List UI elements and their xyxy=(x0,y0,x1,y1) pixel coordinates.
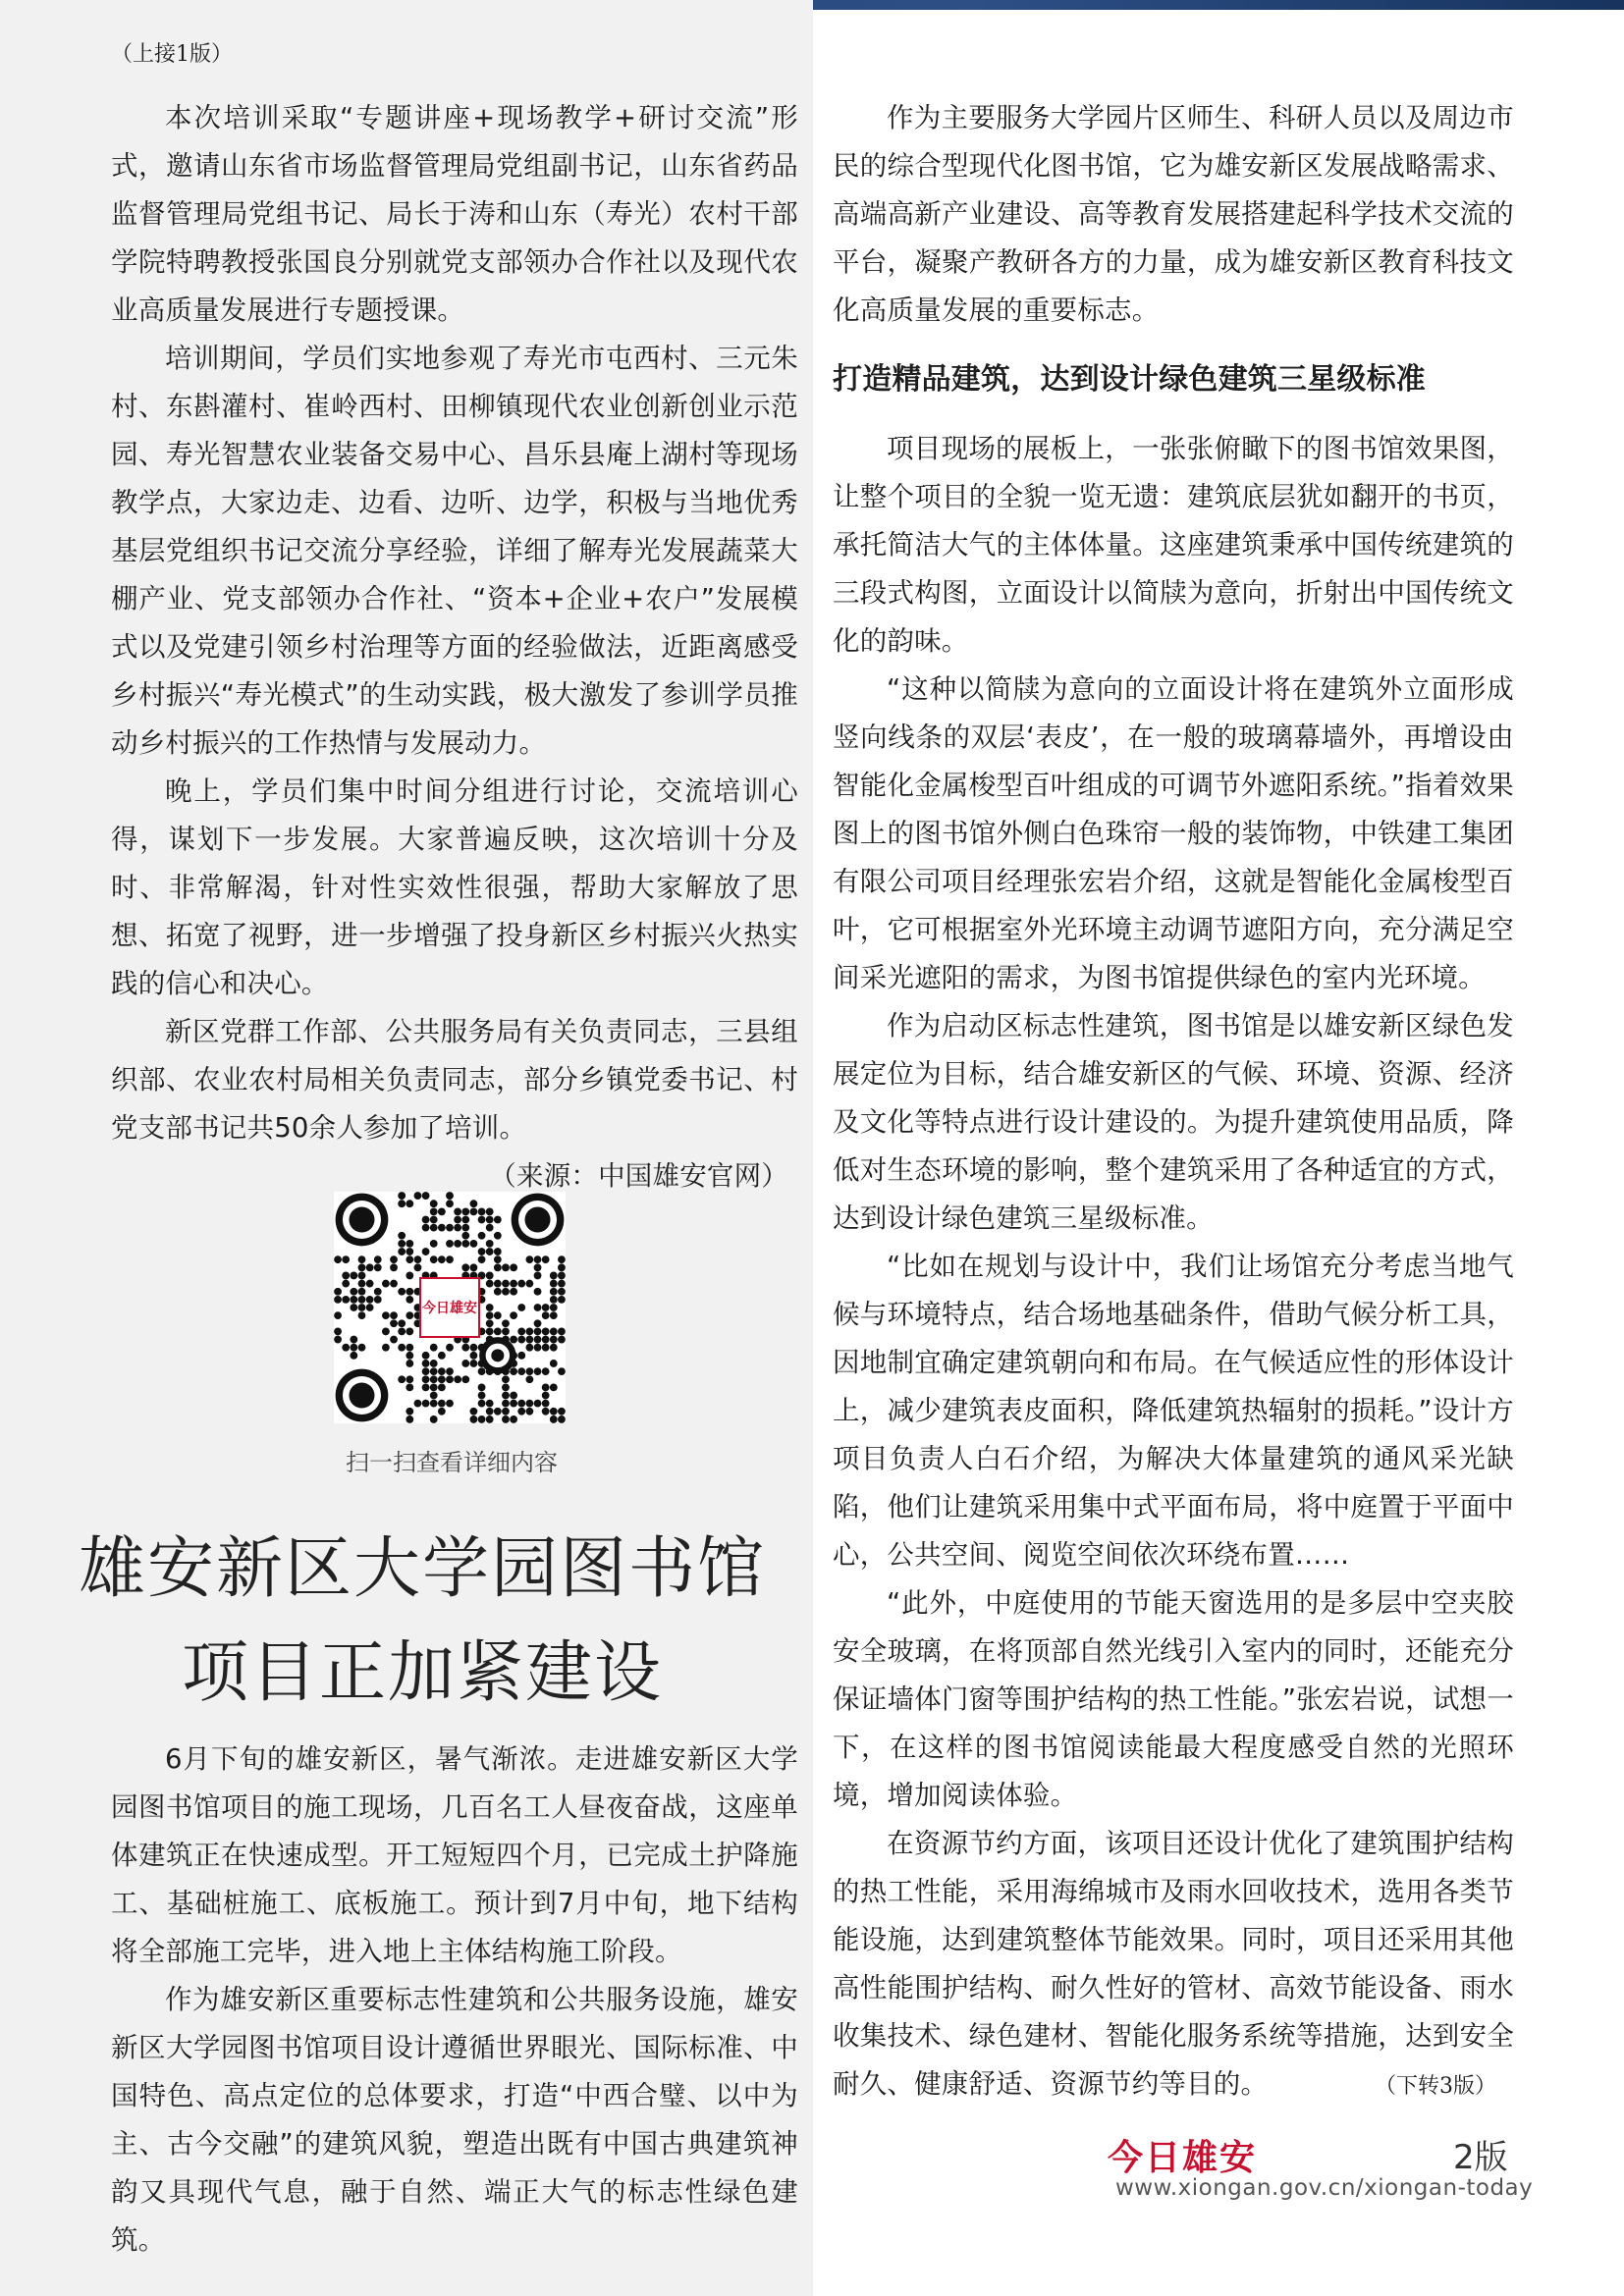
qr-dot xyxy=(461,1263,469,1271)
qr-dot xyxy=(502,1375,510,1383)
qr-dot xyxy=(461,1232,469,1240)
qr-dot xyxy=(406,1352,413,1360)
qr-dot xyxy=(430,1392,438,1400)
qr-dot xyxy=(382,1328,390,1336)
qr-dot xyxy=(438,1383,446,1391)
left-column-text xyxy=(111,94,798,1201)
article-text-left xyxy=(111,1735,798,2265)
qr-dot xyxy=(486,1216,494,1224)
qr-dot xyxy=(558,1280,566,1288)
qr-dot xyxy=(486,1319,494,1327)
qr-dot xyxy=(414,1192,422,1200)
qr-dot xyxy=(334,1328,342,1336)
qr-dot xyxy=(558,1415,566,1423)
qr-dot xyxy=(446,1255,454,1263)
paragraph: 作为主要服务大学园片区师生、科研人员以及周边市民的综合型现代化图书馆，它为雄安新区发展战略需求、高端高新产业建设、高等教育发展搭建起科学技术交流的平台，凝聚产教研各方的力量，成为雄安新区教育科技文化高质量发展的重要标志。 xyxy=(833,102,1514,326)
qr-dot xyxy=(534,1319,542,1327)
qr-dot xyxy=(398,1344,406,1352)
qr-code[interactable] xyxy=(334,1192,566,1423)
qr-dot xyxy=(406,1296,413,1304)
qr-dot xyxy=(358,1255,366,1263)
qr-dot xyxy=(534,1344,542,1352)
source-credit: （来源：中国雄安官网） xyxy=(489,1160,788,1192)
qr-dot xyxy=(470,1207,478,1215)
qr-dot xyxy=(542,1311,550,1319)
qr-dot xyxy=(494,1263,502,1271)
qr-dot xyxy=(342,1344,350,1352)
qr-dot xyxy=(517,1336,525,1344)
qr-dot xyxy=(558,1288,566,1296)
qr-dot xyxy=(438,1255,446,1263)
qr-dot xyxy=(502,1383,510,1391)
qr-dot xyxy=(438,1352,446,1360)
paragraph: 在资源节约方面，该项目还设计优化了建筑围护结构的热工性能，采用海绵城市及雨水回收技术，选用各类节能设施，达到建筑整体节能效果。同时，项目还采用其他高性能围护结构、耐久性好的管材、高效节能设备、雨水收集技术、绿色建材、智能化服务系统等措施，达到安全耐久、健康舒适、资源节约等目的。 xyxy=(833,1828,1514,2100)
qr-dot xyxy=(406,1255,413,1263)
qr-dot xyxy=(438,1408,446,1415)
qr-dot xyxy=(534,1304,542,1311)
qr-dot xyxy=(422,1360,430,1367)
qr-dot xyxy=(398,1232,406,1240)
qr-dot xyxy=(350,1296,357,1304)
qr-dot xyxy=(502,1400,510,1408)
qr-dot xyxy=(398,1192,406,1200)
qr-dot xyxy=(542,1383,550,1391)
qr-dot xyxy=(382,1344,390,1352)
qr-dot xyxy=(342,1280,350,1288)
qr-dot xyxy=(422,1383,430,1391)
qr-dot xyxy=(350,1288,357,1296)
qr-dot xyxy=(502,1288,510,1296)
qr-dot xyxy=(558,1367,566,1375)
qr-dot xyxy=(525,1328,533,1336)
qr-dot xyxy=(542,1367,550,1375)
qr-dot xyxy=(502,1408,510,1415)
qr-dot xyxy=(398,1288,406,1296)
qr-dot xyxy=(366,1296,374,1304)
qr-dot xyxy=(398,1200,406,1207)
continued-from-note: （上接1版） xyxy=(111,42,233,67)
qr-dot xyxy=(534,1328,542,1336)
qr-dot xyxy=(398,1319,406,1327)
qr-dot xyxy=(358,1280,366,1288)
qr-dot xyxy=(478,1232,486,1240)
qr-dot xyxy=(334,1296,342,1304)
qr-dot xyxy=(542,1328,550,1336)
qr-dot xyxy=(334,1336,342,1344)
qr-dot xyxy=(398,1240,406,1248)
qr-dot xyxy=(406,1344,413,1352)
qr-dot xyxy=(430,1400,438,1408)
qr-dot xyxy=(517,1408,525,1415)
qr-dot xyxy=(422,1375,430,1383)
qr-dot xyxy=(454,1240,461,1248)
headline-line-2: 项目正加紧建设 xyxy=(181,1634,663,1712)
qr-dot xyxy=(422,1192,430,1200)
qr-dot xyxy=(358,1304,366,1311)
qr-dot xyxy=(382,1280,390,1288)
qr-dot xyxy=(502,1328,510,1336)
qr-dot xyxy=(486,1415,494,1423)
qr-logo: 今日雄安 xyxy=(419,1277,480,1338)
qr-dot xyxy=(422,1224,430,1232)
qr-dot xyxy=(406,1328,413,1336)
qr-dot xyxy=(525,1336,533,1344)
qr-dot xyxy=(494,1248,502,1255)
qr-dot xyxy=(446,1367,454,1375)
qr-dot xyxy=(446,1224,454,1232)
qr-dot xyxy=(454,1375,461,1383)
qr-dot xyxy=(390,1336,398,1344)
qr-dot xyxy=(478,1383,486,1391)
qr-dot xyxy=(510,1336,517,1344)
qr-dot xyxy=(454,1207,461,1215)
qr-dot xyxy=(461,1216,469,1224)
qr-dot xyxy=(502,1263,510,1271)
qr-dot xyxy=(430,1255,438,1263)
qr-dot xyxy=(446,1400,454,1408)
qr-dot xyxy=(406,1311,413,1319)
paragraph: “这种以简牍为意向的立面设计将在建筑外立面形成竖向线条的双层‘表皮’，在一般的玻璃幕墙外，再增设由智能化金属梭型百叶组成的可调节外遮阳系统。”指着效果图上的图书馆外侧白色珠帘一般的装饰物，中铁建工集团有限公司项目经理张宏岩介绍，这就是智能化金属梭型百叶，它可根据室外光环境主动调节遮阳方向，充分满足空间采光遮阳的需求，为图书馆提供绿色的室内光环境。 xyxy=(833,673,1514,993)
qr-dot xyxy=(438,1400,446,1408)
qr-dot xyxy=(558,1272,566,1280)
qr-dot xyxy=(486,1248,494,1255)
qr-dot xyxy=(430,1207,438,1215)
paragraph: 新区党群工作部、公共服务局有关负责同志，三县组织部、农业农村局相关负责同志，部分乡镇党委书记、村党支部书记共50余人参加了培训。 xyxy=(111,1016,798,1144)
qr-dot xyxy=(486,1207,494,1215)
qr-dot xyxy=(446,1375,454,1383)
qr-dot xyxy=(390,1319,398,1327)
qr-dot xyxy=(510,1392,517,1400)
qr-dot xyxy=(558,1336,566,1344)
qr-dot xyxy=(350,1272,357,1280)
qr-dot xyxy=(550,1296,558,1304)
qr-dot xyxy=(486,1311,494,1319)
qr-dot xyxy=(542,1392,550,1400)
qr-dot xyxy=(510,1400,517,1408)
qr-dot xyxy=(550,1336,558,1344)
qr-dot xyxy=(558,1255,566,1263)
qr-dot xyxy=(461,1240,469,1248)
qr-dot xyxy=(438,1375,446,1383)
paragraph: 6月下旬的雄安新区，暑气渐浓。走进雄安新区大学园图书馆项目的施工现场，几百名工人昼夜奋战，这座单体建筑正在快速成型。开工短短四个月，已完成土护降施工、基础桩施工、底板施工。预计到7月中旬，地下结构将全部施工完毕，进入地上主体结构施工阶段。 xyxy=(111,1743,798,1967)
paragraph: 项目现场的展板上，一张张俯瞰下的图书馆效果图，让整个项目的全貌一览无遗：建筑底层犹如翻开的书页，承托简洁大气的主体体量。这座建筑秉承中国传统建筑的三段式构图，立面设计以简牍为意向，折射出中国传统文化的韵味。 xyxy=(833,433,1514,657)
qr-dot xyxy=(558,1263,566,1271)
qr-dot xyxy=(486,1408,494,1415)
qr-dot xyxy=(517,1280,525,1288)
qr-dot xyxy=(478,1255,486,1263)
paragraph: 作为雄安新区重要标志性建筑和公共服务设施，雄安新区大学园图书馆项目设计遵循世界眼光、国际标准、中国特色、高点定位的总体要求，打造“中西合璧、以中为主、古今交融”的建筑风貌，塑造出既有中国古典建筑神韵又具现代气息，融于自然、端正大气的标志性绿色建筑。 xyxy=(111,1984,798,2256)
qr-dot xyxy=(525,1255,533,1263)
qr-dot xyxy=(430,1383,438,1391)
qr-dot xyxy=(390,1255,398,1263)
qr-dot xyxy=(342,1272,350,1280)
qr-dot xyxy=(406,1248,413,1255)
qr-dot xyxy=(430,1415,438,1423)
qr-dot xyxy=(502,1392,510,1400)
qr-dot xyxy=(406,1360,413,1367)
qr-dot xyxy=(461,1207,469,1215)
qr-dot xyxy=(438,1224,446,1232)
qr-dot xyxy=(430,1344,438,1352)
qr-dot xyxy=(374,1255,382,1263)
qr-dot xyxy=(517,1400,525,1408)
qr-dot xyxy=(542,1255,550,1263)
qr-dot xyxy=(414,1400,422,1408)
qr-dot xyxy=(478,1415,486,1423)
qr-dot xyxy=(542,1408,550,1415)
qr-dot xyxy=(470,1352,478,1360)
qr-dot xyxy=(461,1375,469,1383)
qr-dot xyxy=(534,1400,542,1408)
qr-dot xyxy=(486,1240,494,1248)
qr-dot xyxy=(446,1344,454,1352)
qr-finder-ring xyxy=(524,1206,550,1232)
qr-dot xyxy=(494,1255,502,1263)
qr-dot xyxy=(358,1296,366,1304)
qr-dot xyxy=(406,1272,413,1280)
qr-dot xyxy=(510,1415,517,1423)
qr-dot xyxy=(461,1224,469,1232)
paragraph: 作为启动区标志性建筑，图书馆是以雄安新区绿色发展定位为目标，结合雄安新区的气候、环境、资源、经济及文化等特点进行设计建设的。为提升建筑使用品质，降低对生态环境的影响，整个建筑采用了各种适宜的方式，达到设计绿色建筑三星级标准。 xyxy=(833,1010,1514,1234)
paragraph: “此外，中庭使用的节能天窗选用的是多层中空夹胶安全玻璃，在将顶部自然光线引入室内的同时，还能充分保证墙体门窗等围护结构的热工性能。”张宏岩说，试想一下，在这样的图书馆阅读能最大程度感受自然的光照环境，增加阅读体验。 xyxy=(833,1587,1514,1811)
qr-dot xyxy=(414,1263,422,1271)
qr-dot xyxy=(494,1408,502,1415)
qr-dot xyxy=(430,1216,438,1224)
qr-dot xyxy=(414,1255,422,1263)
qr-dot xyxy=(470,1263,478,1271)
qr-dot xyxy=(382,1311,390,1319)
qr-caption: 扫一扫查看详细内容 xyxy=(346,1449,558,1476)
qr-dot xyxy=(534,1272,542,1280)
qr-dot xyxy=(510,1263,517,1271)
qr-dot xyxy=(550,1328,558,1336)
page-number: 2版 xyxy=(1453,2138,1508,2177)
qr-dot xyxy=(366,1263,374,1271)
qr-dot xyxy=(494,1328,502,1336)
qr-dot xyxy=(550,1383,558,1391)
qr-dot xyxy=(366,1280,374,1288)
qr-dot xyxy=(486,1224,494,1232)
qr-dot xyxy=(486,1272,494,1280)
qr-dot xyxy=(525,1367,533,1375)
qr-dot xyxy=(502,1415,510,1423)
qr-dot xyxy=(525,1344,533,1352)
qr-dot xyxy=(334,1311,342,1319)
qr-dot xyxy=(478,1400,486,1408)
qr-dot xyxy=(470,1200,478,1207)
qr-dot xyxy=(422,1367,430,1375)
qr-dot xyxy=(398,1328,406,1336)
qr-dot xyxy=(534,1336,542,1344)
qr-dot xyxy=(430,1224,438,1232)
qr-dot xyxy=(406,1415,413,1423)
qr-dot xyxy=(422,1216,430,1224)
qr-dot xyxy=(358,1344,366,1352)
qr-finder-ring xyxy=(349,1206,374,1232)
qr-dot xyxy=(486,1304,494,1311)
qr-dot xyxy=(550,1408,558,1415)
qr-dot xyxy=(525,1400,533,1408)
qr-dot xyxy=(517,1352,525,1360)
qr-dot xyxy=(454,1224,461,1232)
qr-dot xyxy=(550,1415,558,1423)
qr-dot xyxy=(454,1216,461,1224)
qr-dot xyxy=(494,1280,502,1288)
site-url[interactable]: www.xiongan.gov.cn/xiongan-today xyxy=(1115,2175,1534,2201)
qr-dot xyxy=(494,1232,502,1240)
qr-dot xyxy=(478,1207,486,1215)
qr-dot xyxy=(446,1192,454,1200)
qr-dot xyxy=(446,1200,454,1207)
qr-dot xyxy=(470,1344,478,1352)
qr-dot xyxy=(398,1375,406,1383)
qr-dot xyxy=(517,1328,525,1336)
qr-dot xyxy=(510,1367,517,1375)
qr-dot xyxy=(558,1328,566,1336)
qr-dot xyxy=(430,1367,438,1375)
qr-dot xyxy=(358,1288,366,1296)
qr-dot xyxy=(470,1240,478,1248)
qr-dot xyxy=(478,1216,486,1224)
qr-dot xyxy=(525,1280,533,1288)
qr-dot xyxy=(534,1263,542,1271)
qr-dot xyxy=(342,1255,350,1263)
qr-dot xyxy=(430,1240,438,1248)
qr-dot xyxy=(470,1408,478,1415)
qr-dot xyxy=(334,1255,342,1263)
qr-dot xyxy=(510,1288,517,1296)
article-headline xyxy=(59,1518,785,1726)
qr-dot xyxy=(374,1296,382,1304)
qr-dot xyxy=(350,1304,357,1311)
qr-dot xyxy=(406,1288,413,1296)
qr-dot xyxy=(525,1375,533,1383)
qr-dot xyxy=(550,1288,558,1296)
paragraph: 培训期间，学员们实地参观了寿光市屯西村、三元朱村、东斟灌村、崔岭西村、田柳镇现代农业创新创业示范园、寿光智慧农业装备交易中心、昌乐县庵上湖村等现场教学点，大家边走、边看、边听、边学，积极与当地优秀基层党组织书记交流分享经验，详细了解寿光发展蔬菜大棚产业、党支部领办合作社、“资本+企业+农户”发展模式以及党建引领乡村治理等方面的经验做法，近距离感受乡村振兴“寿光模式”的生动实践，极大激发了参训学员推动乡村振兴的工作热情与发展动力。 xyxy=(111,343,798,759)
qr-dot xyxy=(430,1360,438,1367)
qr-dot xyxy=(525,1408,533,1415)
qr-dot xyxy=(358,1311,366,1319)
qr-dot xyxy=(550,1360,558,1367)
qr-dot xyxy=(461,1344,469,1352)
qr-dot xyxy=(390,1263,398,1271)
qr-dot xyxy=(350,1336,357,1344)
qr-dot xyxy=(510,1280,517,1288)
headline-line-1: 雄安新区大学园图书馆 xyxy=(78,1530,766,1608)
qr-dot xyxy=(358,1263,366,1271)
qr-dot xyxy=(461,1360,469,1367)
qr-dot xyxy=(342,1296,350,1304)
qr-dot xyxy=(478,1392,486,1400)
qr-dot xyxy=(517,1367,525,1375)
qr-dot xyxy=(486,1400,494,1408)
qr-dot xyxy=(494,1288,502,1296)
paragraph: 本次培训采取“专题讲座+现场教学+研讨交流”形式，邀请山东省市场监督管理局党组副书记，山东省药品监督管理局党组书记、局长于涛和山东（寿光）农村干部学院特聘教授张国良分别就党支部领办合作社以及现代农业高质量发展进行专题授课。 xyxy=(111,102,798,326)
qr-dot xyxy=(542,1304,550,1311)
qr-dot xyxy=(542,1400,550,1408)
paragraph: “比如在规划与设计中，我们让场馆充分考虑当地气候与环境特点，结合场地基础条件，借助气候分析工具，因地制宜确定建筑朝向和布局。在气候适应性的形体设计上，减少建筑表皮面积，降低建筑热辐射的损耗。”设计方项目负责人白石介绍，为解决大体量建筑的通风采光缺陷，他们让建筑采用集中式平面布局，将中庭置于平面中心，公共空间、阅览空间依次环绕布置…… xyxy=(833,1251,1514,1571)
qr-dot xyxy=(534,1288,542,1296)
qr-dot xyxy=(406,1200,413,1207)
qr-dot xyxy=(470,1360,478,1367)
qr-dot xyxy=(334,1288,342,1296)
article-text-right xyxy=(833,94,1514,2109)
qr-dot xyxy=(406,1408,413,1415)
qr-dot xyxy=(550,1304,558,1311)
qr-dot xyxy=(510,1311,517,1319)
qr-dot xyxy=(478,1248,486,1255)
qr-dot xyxy=(430,1200,438,1207)
qr-dot xyxy=(542,1344,550,1352)
qr-dot xyxy=(550,1311,558,1319)
qr-dot xyxy=(358,1272,366,1280)
qr-dot xyxy=(502,1319,510,1327)
qr-dot xyxy=(350,1344,357,1352)
qr-dot xyxy=(558,1296,566,1304)
qr-dot xyxy=(558,1408,566,1415)
qr-dot xyxy=(374,1263,382,1271)
qr-dot xyxy=(438,1367,446,1375)
qr-dot xyxy=(374,1288,382,1296)
qr-dot xyxy=(398,1248,406,1255)
qr-dot xyxy=(486,1280,494,1288)
qr-dot xyxy=(390,1280,398,1288)
paragraph: 晚上，学员们集中时间分组进行讨论，交流培训心得，谋划下一步发展。大家普遍反映，这次培训十分及时、非常解渴，针对性实效性很强，帮助大家解放了思想、拓宽了视野，进一步增强了投身新区乡村振兴火热实践的信心和决心。 xyxy=(111,775,798,999)
qr-dot xyxy=(470,1415,478,1423)
qr-dot xyxy=(517,1304,525,1311)
qr-dot xyxy=(550,1272,558,1280)
qr-dot xyxy=(446,1240,454,1248)
qr-dot xyxy=(550,1280,558,1288)
qr-dot xyxy=(486,1328,494,1336)
qr-alignment-ring xyxy=(491,1349,504,1362)
continued-to-note: （下转3版） xyxy=(1375,2074,1496,2099)
qr-dot xyxy=(390,1311,398,1319)
qr-dot xyxy=(406,1383,413,1391)
section-subheading: 打造精品建筑，达到设计绿色建筑三星级标准 xyxy=(833,362,1426,397)
qr-dot xyxy=(494,1311,502,1319)
qr-dot xyxy=(406,1375,413,1383)
qr-dot xyxy=(478,1367,486,1375)
qr-dot xyxy=(494,1216,502,1224)
qr-dot xyxy=(422,1400,430,1408)
qr-dot xyxy=(534,1255,542,1263)
qr-dot xyxy=(430,1375,438,1383)
qr-dot xyxy=(438,1207,446,1215)
qr-dot xyxy=(542,1336,550,1344)
qr-dot xyxy=(534,1367,542,1375)
qr-dot xyxy=(350,1352,357,1360)
qr-dot xyxy=(422,1248,430,1255)
qr-dot xyxy=(502,1280,510,1288)
qr-dot xyxy=(550,1344,558,1352)
qr-dot xyxy=(422,1352,430,1360)
qr-dot xyxy=(406,1240,413,1248)
qr-dot xyxy=(366,1304,374,1311)
qr-finder-ring xyxy=(349,1382,374,1408)
brand-logo: 今日雄安 xyxy=(1108,2137,1258,2178)
